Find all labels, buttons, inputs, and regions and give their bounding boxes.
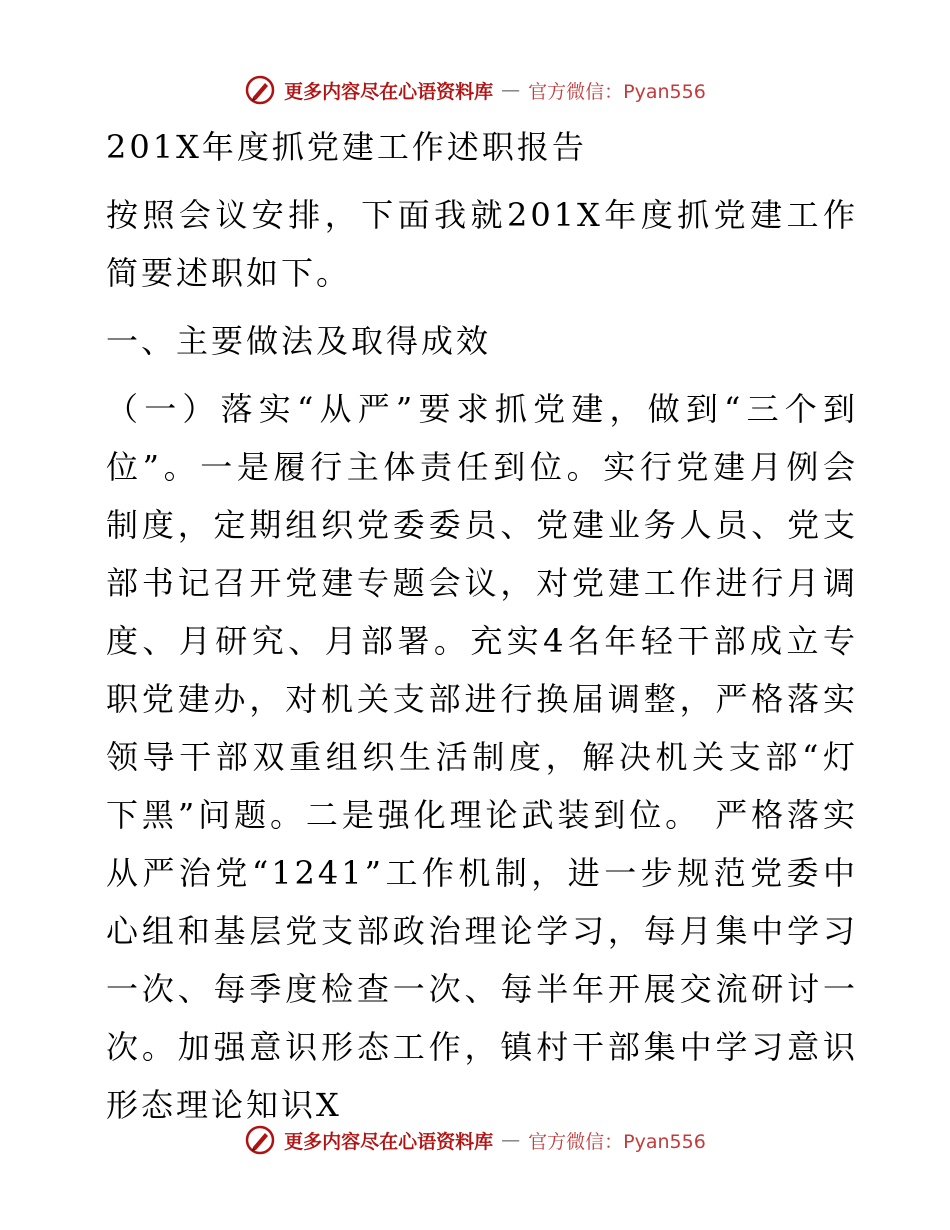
watermark-main-text: 更多内容尽在心语资料库	[284, 1130, 494, 1153]
watermark-wechat-text: 官方微信：Pyan556	[528, 1130, 706, 1153]
pen-logo-icon	[244, 74, 276, 106]
main-paragraph: （一）落实“从严”要求抓党建，做到“三个到位”。一是履行主体责任到位。实行党建月例会制度，定期组织党委委员、党建业务人员、党支部书记召开党建专题会议，对党建工作进行月调度、月研究、月部署。充实4名年轻干部成立专职党建办，对机关支部进行换届调整，严格落实领导干部双重组织生活制度，解决机关支部“灯下黑”问题。二是强化理论武装到位。 严格落实从严治党“1241”工作机制，进一步规范党委中心组和基层党支部政治理论学习，每月集中学习一次、每季度检查一次、每半年开展交流研讨一次。加强意识形态工作，镇村干部集中学习意识形态理论知识X	[106, 390, 858, 1124]
watermark-dash: —	[501, 1129, 521, 1151]
document-body	[98, 118, 858, 1134]
watermark-main-text: 更多内容尽在心语资料库	[284, 80, 494, 103]
document-title: 201X年度抓党建工作述职报告	[106, 128, 587, 166]
watermark-header	[0, 70, 950, 110]
watermark-dash: —	[501, 79, 521, 101]
intro-paragraph: 按照会议安排，下面我就201X年度抓党建工作简要述职如下。	[106, 196, 858, 292]
section-heading: 一、主要做法及取得成效	[106, 322, 492, 360]
watermark-wechat-text: 官方微信：Pyan556	[528, 80, 706, 103]
watermark-footer	[0, 1120, 950, 1160]
pen-logo-icon	[244, 1124, 276, 1156]
